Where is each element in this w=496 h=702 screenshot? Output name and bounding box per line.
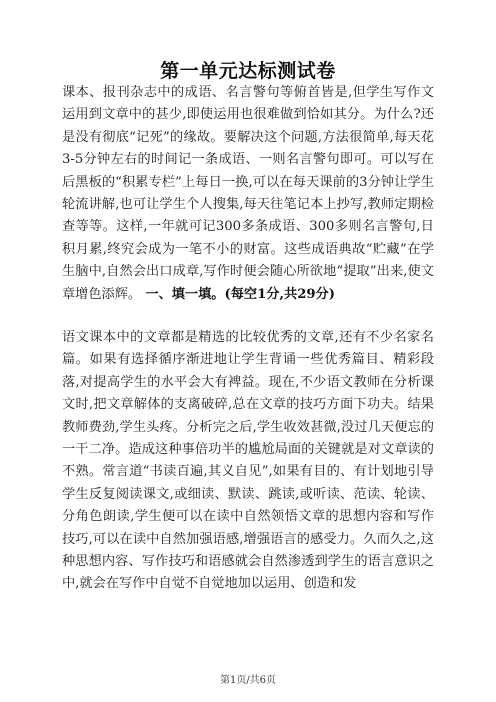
page-footer: 第1页/共6页 — [219, 675, 277, 686]
body-paragraph-1 — [62, 82, 434, 306]
document-title: 第一单元达标测试卷 — [160, 60, 336, 82]
body-paragraph-2: 语文课本中的文章都是精选的比较优秀的文章,还有不少名家名篇。如果有选择循序渐进地让学生背诵一些优秀篇目、精彩段落,对提高学生的水平会大有裨益。现在,不少语文教师在分析课文时,把文章解体的支离破碎,总在文章的技巧方面下功夫。结果教师费劲,学生头疼。分析完之后,学生收效甚微,没过几天便忘的一干二净。造成这种事倍功半的尴尬局面的关键就是对文章读的不熟。常言道“书读百遍,其义自见”,如果有目的、有计划地引导学生反复阅读课文,或细读、默读、跳读,或听读、范读、轮读、分角色朗读,学生便可以在读中自然领悟文章的思想内容和写作技巧,可以在读中自然加强语感,增强语言的感受力。久而久之,这种思想内容、写作技巧和语感就会自然渗透到学生的语言意识之中,就会在写作中自觉不自觉地加以运用、创造和发 — [62, 330, 434, 592]
section-heading: 一、填一填。(每空1分,共29分) — [145, 286, 335, 302]
paragraph-1-text: 课本、报刊杂志中的成语、名言警句等俯首皆是,但学生写作文运用到文章中的甚少,即使运用也很难做到恰如其分。为什么?还是没有彻底“记死”的缘故。要解决这个问题,方法很简单,每天花3-5分钟左右的时间记一条成语、一则名言警句即可。可以写在后黑板的“积累专栏”上每日一换,可以在每天课前的3分钟让学生轮流讲解,也可让学生个人搜集,每天往笔记本上抄写,教师定期检查等等。这样,一年就可记300多条成语、300多则名言警句,日积月累,终究会成为一笔不小的财富。这些成语典故“贮藏”在学生脑中,自然会出口成章,写作时便会随心所欲地“提取”出来,使文章增色添辉。 — [62, 85, 434, 302]
